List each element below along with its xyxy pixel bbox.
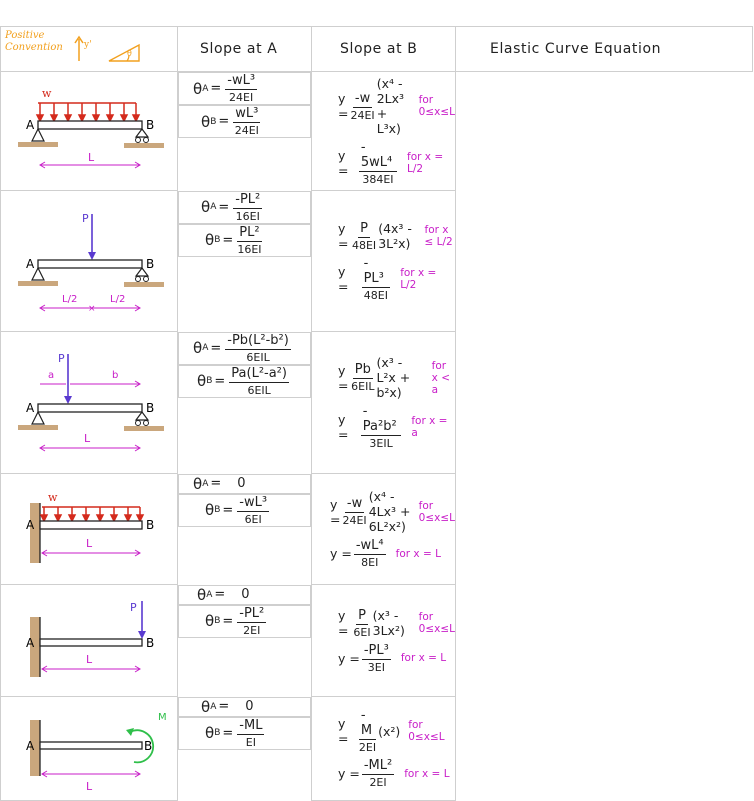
beam-diagram-cell bbox=[1, 191, 178, 332]
svg-text:L: L bbox=[84, 431, 91, 445]
svg-text:L: L bbox=[86, 652, 93, 666]
svg-text:w: w bbox=[42, 87, 52, 100]
slope-b-cell: θ B = $\frac{\text{-wL³}}{6EI}$ bbox=[178, 494, 311, 527]
slope-a-cell: θ A = $\frac{\text{-PL²}}{16EI}$ bbox=[178, 191, 311, 224]
table-row bbox=[1, 585, 753, 697]
beam-diagram-cell bbox=[1, 474, 178, 585]
svg-text:B: B bbox=[146, 518, 155, 532]
slope-a-cell: θ A = 0 bbox=[178, 697, 311, 717]
beam-deflection-table bbox=[0, 26, 753, 801]
elastic-curve-cell: y = $\frac{-M}{2EI}$ (x²) for 0≤x≤L y = $\frac{\text{-ML²}}{2EI}$ for x = L bbox=[312, 697, 456, 801]
svg-text:B: B bbox=[146, 257, 155, 271]
svg-text:A: A bbox=[26, 635, 35, 650]
elastic-curve-cell: y = $\frac{Pb}{\text{6EIL}}$ (x³ - L²x + b²x) for x < a y = $\frac{\text{-Pa²b²}}{\text{3EIL}}$ for x = a bbox=[312, 332, 456, 474]
table-row bbox=[1, 697, 753, 801]
beam-diagram-cantilever-moment bbox=[4, 700, 174, 798]
svg-text:A: A bbox=[26, 738, 35, 753]
positive-convention-cell bbox=[1, 27, 178, 72]
svg-text:θ: θ bbox=[127, 49, 132, 58]
beam-diagram-cantilever-point bbox=[4, 589, 174, 693]
slope-a-cell: θ A = $\frac{\text{-wL³}}{24EI}$ bbox=[178, 72, 311, 105]
beam-diagram-center-point bbox=[4, 196, 174, 326]
slope-b-cell: θ B = $\frac{\text{wL³}}{24EI}$ bbox=[178, 105, 311, 138]
svg-text:b: b bbox=[112, 369, 119, 381]
beam-diagram-cantilever-uniform bbox=[4, 477, 174, 581]
slope-b-cell: θ B = $\frac{\text{Pa(L²-a²)}}{\text{6EIL}}$ bbox=[178, 365, 311, 398]
table-row bbox=[1, 332, 753, 474]
svg-text:B: B bbox=[146, 400, 155, 415]
elastic-curve-cell: y = $\frac{P}{48EI}$ (4x³ - 3L²x) for x ≤ L/2 y = $\frac{\text{-PL³}}{48EI}$ for x = L/2 bbox=[312, 191, 456, 332]
svg-text:B: B bbox=[144, 738, 153, 753]
beam-diagram-cell bbox=[1, 585, 178, 697]
svg-text:A: A bbox=[26, 118, 35, 132]
svg-text:L: L bbox=[86, 779, 93, 793]
table-row bbox=[1, 191, 753, 332]
svg-text:L: L bbox=[86, 537, 93, 550]
svg-text:y': y' bbox=[84, 40, 92, 50]
header-row bbox=[1, 27, 753, 72]
slope-a-cell: θ A = 0 bbox=[178, 474, 311, 494]
svg-text:A: A bbox=[26, 257, 35, 271]
svg-text:P: P bbox=[130, 600, 137, 614]
table-row bbox=[1, 72, 753, 191]
svg-text:w: w bbox=[48, 491, 58, 504]
svg-text:L/2: L/2 bbox=[110, 294, 126, 305]
slope-b-cell: θ B = $\frac{-ML}{EI}$ bbox=[178, 717, 311, 750]
slope-b-cell: θ B = $\frac{\text{PL²}}{16EI}$ bbox=[178, 224, 311, 257]
svg-text:P: P bbox=[58, 351, 65, 365]
svg-text:M: M bbox=[158, 711, 167, 723]
header-slope-b: Slope at B bbox=[312, 27, 456, 72]
svg-text:B: B bbox=[146, 635, 155, 650]
svg-text:×: × bbox=[88, 304, 96, 314]
header-slope-a: Slope at A bbox=[178, 27, 312, 72]
svg-text:L: L bbox=[88, 151, 95, 164]
elastic-curve-cell: y = $\frac{-w}{24EI}$ (x⁴ - 4Lx³ + 6L²x²) for 0≤x≤L y = $\frac{\text{-wL⁴}}{8EI}$ for x = L bbox=[312, 474, 456, 585]
elastic-curve-cell: y = $\frac{P}{6EI}$ (x³ - 3Lx²) for 0≤x≤L y = $\frac{\text{-PL³}}{3EI}$ for x = L bbox=[312, 585, 456, 697]
beam-diagram-offset-point bbox=[4, 338, 174, 468]
svg-text:A: A bbox=[26, 400, 35, 415]
slope-a-cell: θ A = $\frac{\text{-Pb(L²-b²)}}{\text{6EIL}}$ bbox=[178, 332, 311, 365]
slope-b-cell: θ B = $\frac{\text{-PL²}}{2EI}$ bbox=[178, 605, 311, 638]
header-elastic-curve: Elastic Curve Equation bbox=[456, 27, 753, 72]
svg-text:A: A bbox=[26, 518, 35, 532]
beam-diagram-cell bbox=[1, 697, 178, 801]
beam-diagram-cell bbox=[1, 332, 178, 474]
beam-diagram-uniform-simple bbox=[4, 83, 174, 179]
slope-a-cell: θ A = 0 bbox=[178, 585, 311, 605]
convention-icon bbox=[61, 27, 181, 71]
convention-label: Positive Convention bbox=[5, 30, 63, 53]
svg-text:a: a bbox=[48, 369, 55, 381]
svg-text:B: B bbox=[146, 118, 155, 132]
svg-text:P: P bbox=[82, 212, 89, 225]
svg-text:L/2: L/2 bbox=[62, 294, 78, 305]
elastic-curve-cell: y = $\frac{-w}{24EI}$ (x⁴ - 2Lx³ + L³x) for 0≤x≤L y = $\frac{\text{- 5wL⁴}}{384EI}$ for x = L/2 bbox=[312, 72, 456, 191]
beam-diagram-cell bbox=[1, 72, 178, 191]
table-row bbox=[1, 474, 753, 585]
